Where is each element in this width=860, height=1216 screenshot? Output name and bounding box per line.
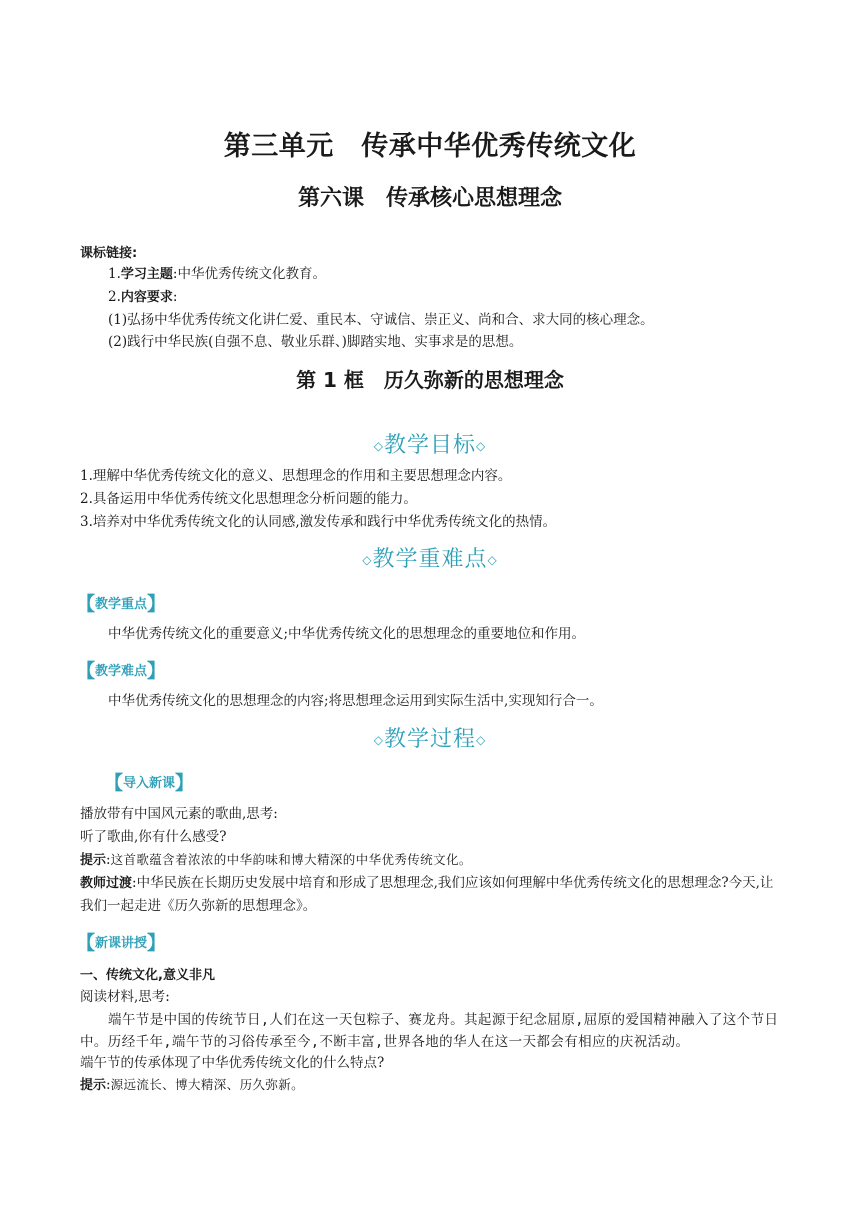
hint-colon: : — [106, 852, 111, 868]
requirement-1: (1)弘扬中华优秀传统文化讲仁爱、重民本、守诚信、崇正义、尚和合、求大同的核心理念。 — [108, 312, 654, 328]
req-colon: : — [172, 289, 178, 305]
bracket-open: 【 — [76, 593, 96, 615]
bracket-close: 】 — [147, 593, 167, 615]
difficulty-text: 中华优秀传统文化的思想理念的内容;将思想理念运用到实际生活中,实现知行合一。 — [108, 693, 603, 709]
answer-text: 源远流长、博大精深、历久弥新。 — [110, 1077, 305, 1092]
intro-label: 导入新课 — [123, 776, 176, 791]
theme-text: :中华优秀传统文化教育。 — [172, 266, 326, 282]
objectives-heading — [0, 428, 860, 459]
diamond-icon: ◇ — [373, 439, 384, 453]
bracket-close: 】 — [147, 932, 167, 954]
key-points-heading — [0, 542, 860, 573]
intro-line-1: 播放带有中国风元素的歌曲,思考: — [80, 806, 278, 822]
objective-item: 3.培养对中华优秀传统文化的认同感,激发传承和践行中华优秀传统文化的热情。 — [80, 514, 557, 530]
bracket-close: 】 — [147, 660, 167, 682]
diamond-icon: ◇ — [476, 733, 487, 747]
material-question: 端午节的传承体现了中华优秀传统文化的什么特点? — [80, 1055, 385, 1071]
frame-title: 第 1 框 历久弥新的思想理念 — [296, 368, 564, 392]
standards-theme — [108, 264, 326, 285]
material-answer — [80, 1075, 304, 1096]
hint-colon: : — [106, 1077, 111, 1093]
bracket-open: 【 — [104, 772, 124, 794]
req-label: 内容要求 — [120, 290, 173, 305]
focus-label: 教学重点 — [95, 597, 148, 612]
theme-prefix: 1. — [108, 266, 121, 282]
intro-line-2: 听了歌曲,你有什么感受? — [80, 829, 227, 845]
hint-label: 提示 — [80, 853, 107, 868]
diamond-icon: ◇ — [362, 553, 373, 567]
teacher-transition — [80, 872, 786, 917]
objectives-heading-text: 教学目标 — [383, 433, 476, 458]
requirement-2: (2)践行中华民族(自强不息、敬业乐群、)脚踏实地、实事求是的思想。 — [108, 334, 523, 350]
bracket-open: 【 — [76, 660, 96, 682]
intro-tag — [104, 768, 194, 795]
lesson-title: 第六课 传承核心思想理念 — [297, 186, 562, 211]
objective-item: 1.理解中华优秀传统文化的意义、思想理念的作用和主要思想理念内容。 — [80, 468, 512, 484]
focus-tag — [76, 589, 166, 616]
new-lesson-label: 新课讲授 — [95, 936, 148, 951]
bracket-close: 】 — [175, 772, 195, 794]
section-1-title: 一、传统文化,意义非凡 — [80, 968, 215, 983]
difficulty-label: 教学难点 — [95, 664, 148, 679]
difficulty-tag — [76, 656, 166, 683]
intro-hint-text: 这首歌蕴含着浓浓的中华韵味和博大精深的中华优秀传统文化。 — [110, 852, 472, 867]
process-heading-text: 教学过程 — [383, 727, 476, 752]
standards-label: 课标链接: — [80, 246, 138, 261]
diamond-icon: ◇ — [476, 439, 487, 453]
focus-text: 中华优秀传统文化的重要意义;中华优秀传统文化的思想理念的重要地位和作用。 — [108, 626, 586, 642]
section-1-prompt: 阅读材料,思考: — [80, 989, 170, 1005]
festival-material: 端午节是中国的传统节日,人们在这一天包粽子、赛龙舟。其起源于纪念屈原,屈原的爱国精神融入了这个节日中。历经千年,端午节的习俗传承至今,不断丰富,世界各地的华人在这一天都会有相应的庆祝活动。 — [80, 1012, 779, 1050]
unit-title: 第三单元 传承中华优秀传统文化 — [223, 131, 637, 162]
objective-item: 2.具备运用中华优秀传统文化思想理念分析问题的能力。 — [80, 491, 417, 507]
req-prefix: 2. — [108, 289, 121, 305]
intro-hint — [80, 850, 472, 871]
diamond-icon: ◇ — [487, 553, 498, 567]
bracket-open: 【 — [76, 932, 96, 954]
process-heading — [0, 722, 860, 753]
new-lesson-tag — [76, 928, 166, 955]
transition-text: :中华民族在长期历史发展中培育和形成了思想理念,我们应该如何理解中华优秀传统文化的思想理念?今天,让我们一起走进《历久弥新的思想理念》。 — [80, 875, 774, 914]
standards-requirements — [108, 287, 177, 308]
diamond-icon: ◇ — [373, 733, 384, 747]
theme-label: 学习主题 — [120, 267, 173, 282]
transition-label: 教师过渡 — [80, 876, 133, 891]
key-points-heading-text: 教学重难点 — [372, 547, 488, 572]
hint-label: 提示 — [80, 1078, 107, 1093]
